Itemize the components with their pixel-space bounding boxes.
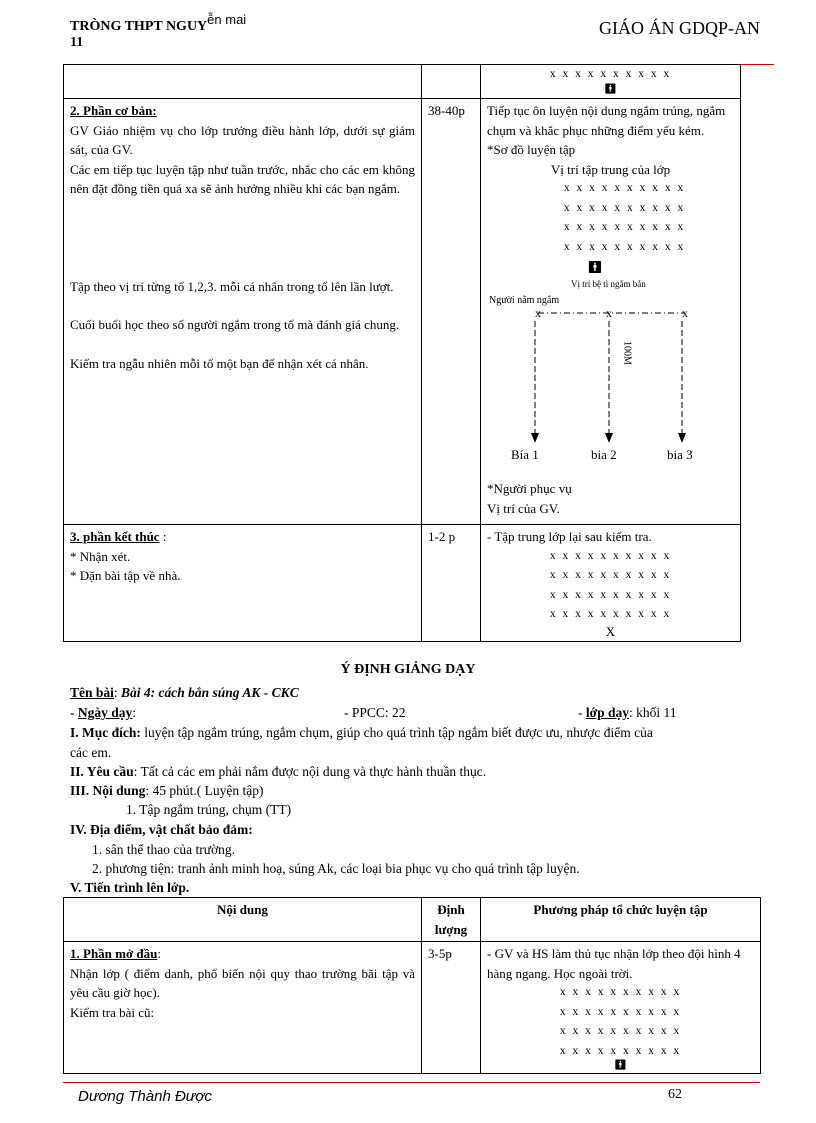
teacher-icon: 🚹︎ bbox=[614, 1060, 627, 1071]
grade: 11 bbox=[70, 35, 84, 50]
formation-row: x x x x x x x x x x bbox=[563, 240, 686, 253]
section-title: Ý ĐỊNH GIẢNG DẠY bbox=[340, 662, 476, 677]
aim-line-2: các em. bbox=[70, 745, 112, 760]
distance-label: 100M bbox=[621, 341, 633, 365]
content-line: III. Nội dung: 45 phút.( Luyện tập) bbox=[70, 783, 264, 798]
place-item-1: 1. sân thể thao của trường. bbox=[92, 842, 236, 857]
lesson-table-2 bbox=[63, 897, 761, 1074]
person-glyph: 🚹︎ bbox=[587, 260, 603, 274]
formation-row: x x x x x x x x x x bbox=[559, 986, 682, 998]
formation-row: x x x x x x x x x x bbox=[549, 588, 672, 601]
table-header-row bbox=[64, 898, 761, 942]
arrow-1 bbox=[531, 433, 539, 443]
teacher-mark: X bbox=[605, 623, 616, 639]
lesson-table-1 bbox=[63, 64, 741, 642]
author-name: Dương Thành Được bbox=[78, 1088, 212, 1105]
table-row bbox=[64, 65, 741, 99]
formation-row: x x x x x x x x x x bbox=[549, 608, 672, 620]
table-row: 2. Phần cơ bản: GV Giáo nhiệm vụ cho lớp trưởng điều hành lớp, dưới sự giám sát, của GV. Các em tiếp tục luyện tập như tuần trước, nhắc cho các em không nên đặt đồng tiền quá xa sẽ ảnh hưởng nhiều khi các bạn ngắm. Tập theo vị trí từng tổ 1,2,3. mỗi cá nhân trong tổ lên lần lượt. Cuối buổi học theo số người ngắm trong tổ mà đánh giá chung. Kiểm tra ngẫu nhiên mỗi tổ một bạn để nhận xét cá nhân. 38-40p Tiếp tục ôn luyện nội dung ngắm trúng, ngắm chụm và khắc phục những điểm yếu kém. *Sơ đồ luyện tập Vị trí tập trung của lớp x x x x x x x x x x x x x x x x x x x x x x x x x x x x x x x x x x x x x x x x 🚹︎ x x x Vị trí bệ tì ngắm bắn Người nằm ngắm 100M Bía 1 bia 2 bia 3 *Người phục vụ Vị trí của GV. bbox=[64, 99, 741, 525]
formation-row: x x x x x x x x x x bbox=[559, 1005, 682, 1018]
header-content: Nội dung bbox=[64, 898, 422, 942]
aim-line: I. Mục đích: luyện tập ngắm trúng, ngắm chụm, giúp cho quá trình tập ngắm biết được ưu, nhược điểm của bbox=[70, 725, 653, 740]
shooter-mark-2: x bbox=[606, 306, 612, 320]
process-heading: V. Tiến trình lên lớp. bbox=[70, 880, 190, 895]
requirement-line: II. Yêu cầu: Tất cả các em phải nắm được nội dung và thực hành thuần thục. bbox=[70, 764, 487, 779]
formation-row: x x x x x x x x x x bbox=[563, 221, 686, 233]
formation-row: x x x x x x x x x x bbox=[559, 1025, 682, 1037]
target-2-label: bia 2 bbox=[591, 447, 617, 462]
time-cell: 38-40p bbox=[422, 99, 481, 525]
shooter-position-label: Vị trí bệ tì ngắm bắn bbox=[571, 279, 646, 289]
school-name: TRÒNG THPT NGUYễn mai 11 bbox=[70, 12, 247, 50]
section-heading: 3. phần kết thúc bbox=[70, 529, 160, 544]
document-title: GIÁO ÁN GDQP-AN bbox=[599, 18, 760, 38]
target-3-label: bia 3 bbox=[667, 447, 693, 462]
table-row: 3. phần kết thúc : * Nhận xét. * Dặn bài tập về nhà. 1-2 p - Tập trung lớp lại sau kiểm tra. x x x x x x x x x x x x x x x x x x x x x x x x x x x x x x x x x x x x x x x x X bbox=[64, 525, 741, 642]
footer-rule bbox=[63, 1082, 760, 1083]
target-1-label: Bía 1 bbox=[511, 447, 539, 462]
table-row: 1. Phần mở đầu: Nhận lớp ( điểm danh, phổ biến nội quy thao trường bãi tập và yêu cầu giờ học). Kiểm tra bài cũ: 3-5p - GV và HS làm thủ tục nhận lớp theo đội hình 4 hàng ngang. Học ngoài trời. x x x x x x x x x x x x x x x x x x x x x x x x x x x x x x x x x x x x x x x x 🚹︎ bbox=[64, 942, 761, 1074]
shooter-mark-3: x bbox=[682, 306, 688, 320]
class-line: - lớp dạy: khối 11 bbox=[578, 705, 677, 720]
content-item: 1. Tập ngắm trúng, chụm (TT) bbox=[126, 802, 292, 817]
shooting-range-diagram bbox=[487, 257, 734, 479]
teacher-icon: 🚹︎ bbox=[604, 83, 617, 95]
lesson-name: Tên bài: Bài 4: cách bắn súng AK - CKC bbox=[70, 685, 299, 700]
arrow-2 bbox=[605, 433, 613, 443]
formation-row: x x x x x x x x x x bbox=[563, 201, 686, 214]
formation-row: x x x x x x x x x x bbox=[549, 549, 672, 562]
formation-row: x x x x x x x x x x bbox=[549, 569, 672, 581]
header-method: Phương pháp tổ chức luyện tập bbox=[481, 898, 761, 942]
formation-row: x x x x x x x x x x bbox=[563, 182, 686, 194]
arrow-3 bbox=[678, 433, 686, 443]
time-cell: 3-5p bbox=[422, 942, 481, 1074]
section-heading: 1. Phần mở đầu bbox=[70, 946, 158, 961]
formation-row: x x x x x x x x x x bbox=[549, 68, 672, 80]
place-item-2: 2. phương tiện: tranh ảnh minh hoạ, súng Ak, các loại bia phục vụ cho quá trình tập luyện. bbox=[92, 861, 580, 876]
shooter-mark-1: x bbox=[535, 306, 541, 320]
aimer-label: Người nằm ngắm bbox=[489, 295, 560, 306]
place-heading: IV. Địa điểm, vật chất bảo đảm: bbox=[70, 822, 253, 837]
date-line: - Ngày dạy: bbox=[70, 705, 137, 720]
ppcc: - PPCC: 22 bbox=[344, 705, 406, 720]
page-number: 62 bbox=[668, 1087, 682, 1102]
header-amount: Định lượng bbox=[422, 898, 481, 942]
section-heading: 2. Phần cơ bản: bbox=[70, 103, 157, 118]
time-cell: 1-2 p bbox=[422, 525, 481, 642]
formation-row: x x x x x x x x x x bbox=[559, 1044, 682, 1057]
